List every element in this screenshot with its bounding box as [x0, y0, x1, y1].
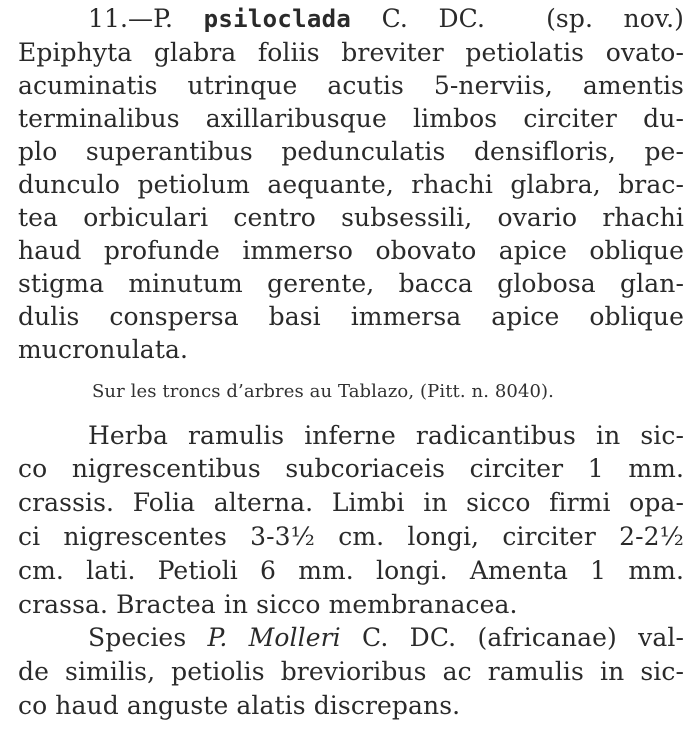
description-line: acuminatis utrinque acutis 5-nerviis, amentis [18, 71, 684, 100]
paragraph-line: crassis. Folia alterna. Limbi in sicco firmi opa- [18, 488, 684, 517]
paragraph-line: co nigrescentibus subcoriaceis circiter 1 mm. [18, 454, 684, 483]
description-line: plo superantibus pedunculatis densifloris, pe- [18, 137, 684, 166]
species-heading [88, 3, 684, 35]
description-line: dunculo petiolum aequante, rhachi glabra, brac- [18, 170, 684, 199]
description-line: terminalibus axillaribusque limbos circiter du- [18, 104, 684, 133]
heading-status: (sp. nov.) [546, 4, 684, 33]
description-line: stigma minutum gerente, bacca globosa glan- [18, 269, 684, 298]
description-line: mucronulata. [18, 335, 189, 364]
description-line: Epiphyta glabra foliis breviter petiolatis ovato- [18, 38, 684, 67]
comparison-line: de similis, petiolis brevioribus ac ramulis in sic- [18, 657, 684, 686]
heading-author: C. DC. [381, 4, 486, 33]
paragraph-line: Herba ramulis inferne radicantibus in sic- [88, 421, 684, 450]
heading-number: 11.—P. [88, 4, 174, 33]
paragraph-line: crassa. Bractea in sicco membranacea. [18, 590, 518, 619]
description-line: haud profunde immerso obovato apice oblique [18, 236, 684, 265]
comparison-line: co haud anguste alatis discrepans. [18, 691, 461, 720]
paragraph-line: cm. lati. Petioli 6 mm. longi. Amenta 1 mm. [18, 556, 684, 585]
description-line: tea orbiculari centro subsessili, ovario rhachi [18, 203, 684, 232]
description-line: dulis conspersa basi immersa apice oblique [18, 302, 684, 331]
comparison-line [88, 622, 684, 654]
paragraph-line: ci nigrescentes 3-3½ cm. longi, circiter 2-2½ [18, 522, 684, 551]
species-name: psiloclada [203, 5, 352, 33]
locality-note: Sur les troncs d’arbres au Tablazo, (Pitt. n. 8040). [92, 381, 554, 402]
comparison-suffix: C. DC. (africanae) val- [362, 623, 684, 652]
comparison-prefix: Species [88, 623, 187, 652]
comparison-species: P. Molleri [207, 623, 341, 652]
